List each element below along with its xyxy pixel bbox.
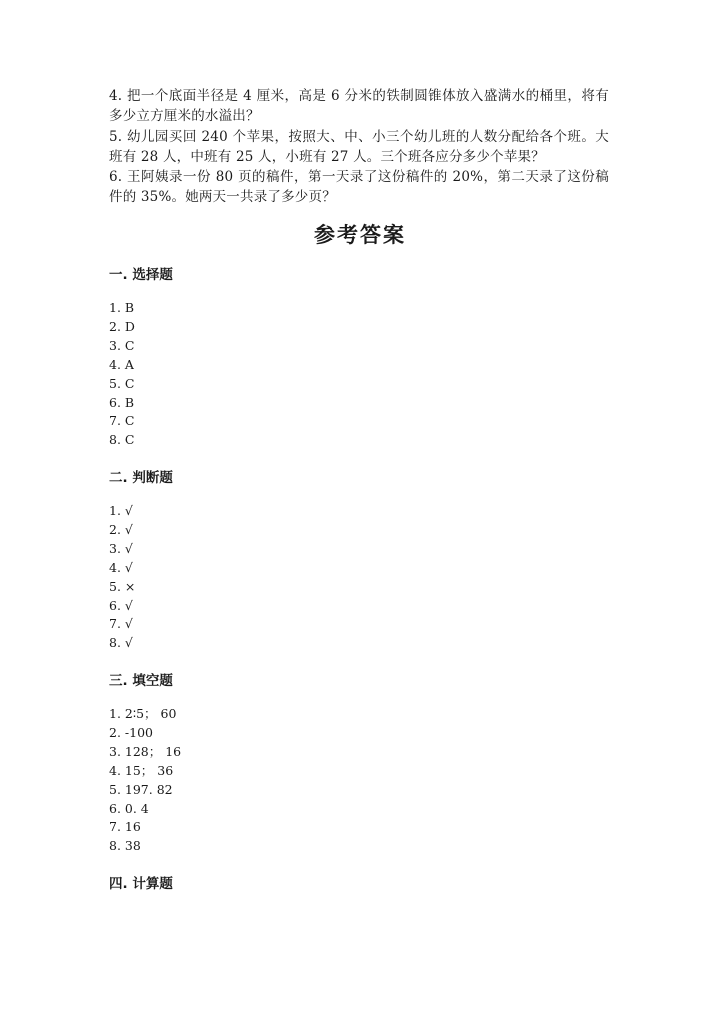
problem-5: 5. 幼儿园买回 240 个苹果，按照大、中、小三个幼儿班的人数分配给各个班。大班有 28 人，中班有 25 人，小班有 27 人。三个班各应分多少个苹果？ [109,128,609,165]
answer-item: 1. B [109,300,135,315]
answer-list-choice [109,299,135,450]
answer-item: 3. C [109,337,135,353]
section-heading-calculation: 四. 计算题 [109,876,173,892]
word-problems [109,86,609,208]
section-heading-judgment: 二. 判断题 [109,470,173,486]
answer-list-judgment [109,502,135,653]
answer-item: 2. √ [109,521,133,537]
problem-6: 6. 王阿姨录一份 80 页的稿件，第一天录了这份稿件的 20%，第二天录了这份稿件的 35%。她两天一共录了多少页？ [109,169,609,206]
problem-4: 4. 把一个底面半径是 4 厘米，高是 6 分米的铁制圆锥体放入盛满水的桶里，将有多少立方厘米的水溢出？ [109,88,609,125]
answer-item: 1. 2∶5； 60 [109,706,177,721]
answer-item: 2. D [109,318,135,334]
answer-item: 7. √ [109,616,133,632]
answer-item: 5. C [109,375,135,391]
answer-item: 4. A [109,356,134,372]
answer-key-title: 参考答案 [314,223,406,247]
answer-item: 6. B [109,394,135,410]
answer-item: 5. 197. 82 [109,781,173,797]
answer-item: 3. 128； 16 [109,743,182,759]
section-heading-fill-blank: 三. 填空题 [109,673,173,689]
answer-item: 8. √ [109,635,133,651]
answer-item: 4. 15； 36 [109,762,174,778]
answer-item: 3. √ [109,540,133,556]
answer-item: 8. 38 [109,838,141,854]
answer-item: 8. C [109,432,135,448]
answer-list-fill-blank [109,705,181,856]
answer-item: 2. -100 [109,724,153,740]
section-heading-choice: 一. 选择题 [109,267,173,283]
answer-item: 6. √ [109,597,133,613]
answer-item: 7. C [109,413,135,429]
answer-item: 4. √ [109,559,133,575]
answer-item: 6. 0. 4 [109,800,149,816]
answer-item: 7. 16 [109,819,141,835]
answer-item: 5. × [109,578,136,594]
answer-item: 1. √ [109,503,133,518]
